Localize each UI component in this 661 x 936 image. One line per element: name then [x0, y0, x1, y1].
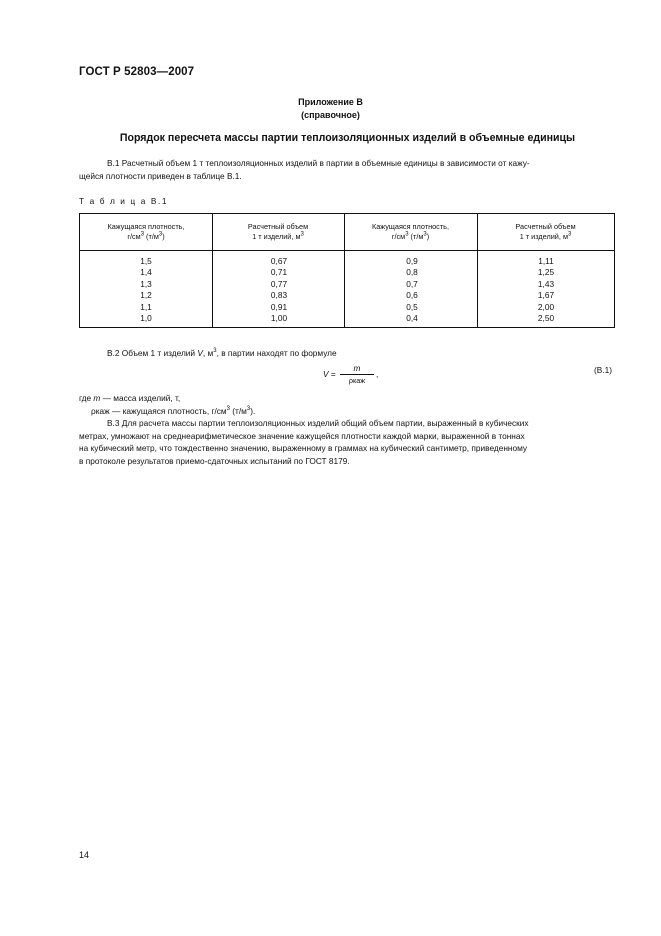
table-column-volume-a — [261, 256, 297, 324]
table-cell: 0,4 — [406, 312, 418, 323]
page-number: 14 — [79, 850, 90, 860]
paragraph-b1 — [79, 157, 615, 182]
density-table — [79, 213, 615, 328]
table-cell: 1,5 — [140, 256, 152, 266]
table-header-cell: Расчетный объем 1 т изделий, $м^3$ — [515, 222, 576, 241]
table-header-cell: Кажущаяся плотность, $г/см^3$ $(т/м^3)$ — [107, 222, 185, 241]
standard-id: ГОСТ Р 52803—2007 — [79, 66, 195, 78]
table-cell: 0,71 — [270, 267, 288, 278]
paragraph-b2: В.2 Объем 1 т изделий V, $м^3$, в партии находят по формуле — [107, 348, 337, 358]
table-cell: 1,2 — [140, 290, 152, 301]
paragraph-b1-line-2: щейся плотности приведен в таблице В.1. — [79, 170, 242, 181]
table-cell: 0,9 — [406, 256, 418, 266]
table-cell: 1,11 — [538, 256, 554, 266]
paragraph-b3 — [79, 417, 615, 467]
table-header-divider — [80, 250, 614, 251]
legend-line-m: где m — масса изделий, т, — [79, 393, 181, 403]
table-cell: 1,67 — [537, 290, 555, 301]
table-cell: 0,91 — [270, 301, 288, 312]
table-cell: 1,4 — [140, 267, 152, 278]
formula-number: (В.1) — [594, 365, 612, 375]
formula-numerator: m — [353, 363, 361, 373]
fraction-bar — [340, 374, 374, 375]
paragraph-b3-line-2: метрах, умножают на среднеарифметическое значение кажущейся плотности каждой марки, выраженной в тоннах — [79, 430, 525, 441]
table-cell: 0,83 — [270, 290, 288, 301]
table-cell: 1,1 — [140, 301, 152, 312]
table-cell: 0,77 — [270, 278, 288, 289]
table-cell: 0,7 — [406, 278, 418, 289]
formula-fraction — [340, 363, 374, 386]
table-cell: 1,3 — [140, 278, 152, 289]
table-cell: 1,0 — [140, 312, 152, 323]
table-cell: 0,8 — [406, 267, 418, 278]
formula-legend — [79, 392, 255, 417]
section-heading: Порядок пересчета массы партии теплоизоляционных изделий в объемные единицы — [119, 132, 576, 144]
paragraph-b1-line-1: В.1 Расчетный объем 1 т теплоизоляционных изделий в партии в объемные единицы в зависимости от кажу- — [107, 158, 530, 168]
table-cell: 1,25 — [537, 267, 555, 278]
table-cell: 0,5 — [406, 301, 418, 312]
table-cell: 1,00 — [270, 312, 288, 323]
table-cell: 1,43 — [537, 278, 555, 289]
annex-label: Приложение В — [298, 97, 363, 107]
formula-lhs: V = — [323, 369, 336, 379]
annex-title — [0, 96, 661, 122]
table-column-density-b — [396, 256, 428, 324]
formula-denominator: ρкаж — [348, 376, 366, 385]
table-cell: 2,00 — [537, 301, 555, 312]
paragraph-b3-line-1: В.3 Для расчета массы партии теплоизоляционных изделий общий объем партии, выраженный в кубических — [107, 418, 529, 428]
table-column-volume-b — [527, 256, 565, 324]
table-cell: 0,6 — [406, 290, 418, 301]
table-caption: Т а б л и ц а В.1 — [79, 196, 169, 206]
annex-status: (справочное) — [301, 110, 360, 120]
paragraph-b3-line-4: в протоколе результатов приемо-сдаточных испытаний по ГОСТ 8179. — [79, 455, 350, 466]
table-cell: 2,50 — [537, 312, 555, 323]
table-cell: 0,67 — [270, 256, 288, 266]
table-column-density-a — [130, 256, 162, 324]
table-header-cell: Кажущаяся плотность, $г/см^3$ $(т/м^3)$ — [372, 222, 449, 241]
paragraph-b3-line-3: на кубический метр, что тождественно значению, выраженному в граммах на кубический сантиметр, приведенному — [79, 443, 528, 454]
legend-line-rho: ρкаж — кажущаяся плотность, $г/см^3$ $(т/м^3)$. — [91, 405, 256, 416]
table-header-cell: Расчетный объем 1 т изделий, $м^3$ — [247, 222, 309, 241]
formula-trail: , — [376, 369, 379, 379]
